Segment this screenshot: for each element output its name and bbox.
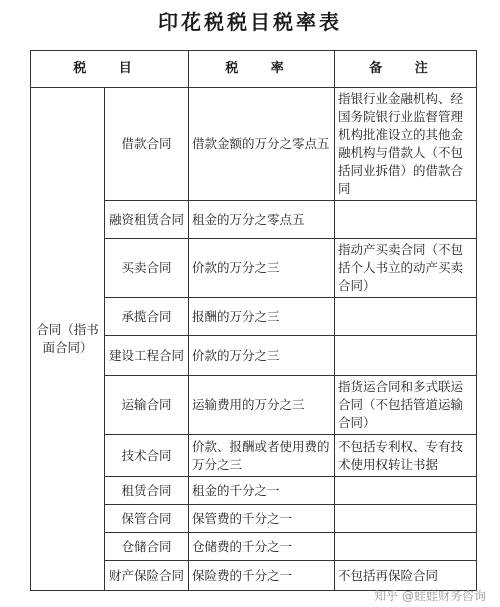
- note-cell: [335, 201, 477, 239]
- header-item: 税 目: [31, 51, 189, 88]
- item-cell: 建设工程合同: [105, 336, 189, 376]
- item-cell: 融资租赁合同: [105, 201, 189, 239]
- note-cell: 指动产买卖合同（不包括个人书立的动产买卖合同）: [335, 239, 477, 298]
- rate-cell: 租金的万分之零点五: [189, 201, 335, 239]
- header-rate: 税 率: [189, 51, 335, 88]
- category-cell: 合同（指书面合同）: [31, 88, 105, 591]
- rate-cell: 运输费用的万分之三: [189, 376, 335, 435]
- item-cell: 技术合同: [105, 435, 189, 477]
- tax-rate-table: [30, 50, 477, 591]
- rate-cell: 租金的千分之一: [189, 477, 335, 505]
- note-cell: [335, 477, 477, 505]
- item-cell: 租赁合同: [105, 477, 189, 505]
- item-cell: 承揽合同: [105, 298, 189, 336]
- rate-cell: 报酬的万分之三: [189, 298, 335, 336]
- header-row: [31, 51, 477, 88]
- note-cell: [335, 505, 477, 533]
- note-cell: 指银行业金融机构、经国务院银行业监督管理机构批准设立的其他金融机构与借款人（不包括同业拆借）的借款合同: [335, 88, 477, 201]
- item-cell: 保管合同: [105, 505, 189, 533]
- rate-cell: 仓储费的千分之一: [189, 533, 335, 561]
- item-cell: 借款合同: [105, 88, 189, 201]
- watermark: 知乎 @蛙蛙财务咨询: [374, 589, 486, 603]
- item-cell: 买卖合同: [105, 239, 189, 298]
- rate-cell: 借款金额的万分之零点五: [189, 88, 335, 201]
- rate-cell: 保管费的千分之一: [189, 505, 335, 533]
- rate-cell: 保险费的千分之一: [189, 561, 335, 591]
- item-cell: 仓储合同: [105, 533, 189, 561]
- rate-cell: 价款的万分之三: [189, 336, 335, 376]
- note-cell: [335, 533, 477, 561]
- header-note: 备 注: [335, 51, 477, 88]
- item-cell: 运输合同: [105, 376, 189, 435]
- item-cell: 财产保险合同: [105, 561, 189, 591]
- note-cell: 不包括专利权、专有技术使用权转让书据: [335, 435, 477, 477]
- note-cell: 指货运合同和多式联运合同（不包括管道运输合同）: [335, 376, 477, 435]
- rate-cell: 价款的万分之三: [189, 239, 335, 298]
- note-cell: [335, 298, 477, 336]
- page-title: 印花税税目税率表: [158, 10, 342, 34]
- note-cell: 不包括再保险合同: [335, 561, 477, 591]
- rate-cell: 价款、报酬或者使用费的万分之三: [189, 435, 335, 477]
- table-row: [31, 88, 477, 201]
- note-cell: [335, 336, 477, 376]
